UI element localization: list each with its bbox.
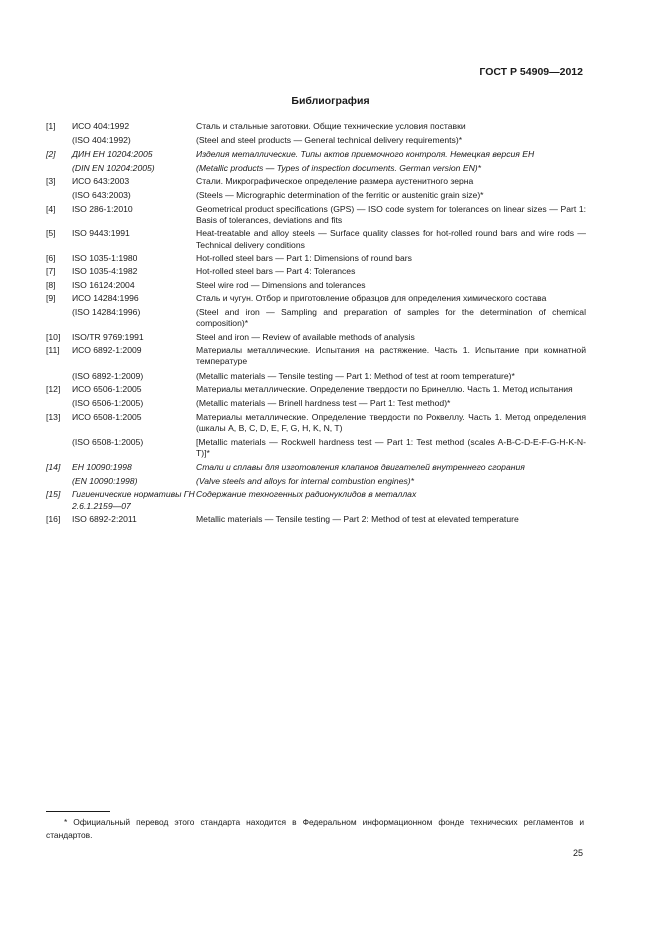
bibliography-line <box>46 121 586 132</box>
bibliography-list <box>46 121 586 527</box>
bibliography-entry <box>46 176 586 202</box>
bibliography-line <box>46 228 586 251</box>
bibliography-line <box>46 135 586 146</box>
bibliography-line <box>46 190 586 201</box>
entry-number <box>46 476 72 487</box>
standard-title: Hot-rolled steel bars — Part 1: Dimensions of round bars <box>196 252 412 263</box>
bibliography-entry <box>46 412 586 460</box>
standard-code: (ISO 14284:1996) <box>72 307 141 318</box>
standard-code: (ISO 404:1992) <box>72 135 131 146</box>
entry-number: [8] <box>46 279 56 290</box>
entry-number: [2] <box>46 148 56 159</box>
bibliography-line <box>46 412 586 435</box>
bibliography-entry <box>46 149 586 175</box>
entry-number <box>46 190 72 201</box>
entry-number: [6] <box>46 252 56 263</box>
standard-title: (Metallic materials — Brinell hardness test — Part 1: Test method)* <box>196 398 451 409</box>
standard-title: Steel wire rod — Dimensions and tolerances <box>196 279 366 290</box>
standard-code: (ISO 6508-1:2005) <box>72 437 144 448</box>
standard-code: (ISO 6892-1:2009) <box>72 370 144 381</box>
entry-number <box>46 398 72 409</box>
standard-code: ISO 6892-2:2011 <box>72 513 137 524</box>
standard-title: Материалы металлические. Определение твердости по Роквеллу. Часть 1. Метод определения (шкалы A, B, C, D, E, F, G, H, K, N, T) <box>196 411 586 433</box>
standard-code: ISO 1035-4:1982 <box>72 266 138 277</box>
standard-title: Материалы металлические. Определение твердости по Бринеллю. Часть 1. Метод испытания <box>196 383 573 394</box>
standard-title: Стали. Микрографическое определение размера аустенитного зерна <box>196 176 474 187</box>
standard-code: ИСО 6506-1:2005 <box>72 383 142 394</box>
standard-code: ИСО 14284:1996 <box>72 292 139 303</box>
bibliography-line <box>46 462 586 473</box>
bibliography-line <box>46 266 586 277</box>
standard-code: ИСО 404:1992 <box>72 121 130 131</box>
standard-title: Metallic materials — Tensile testing — Part 2: Method of test at elevated temperature <box>196 513 519 524</box>
standard-code: ИСО 6508-1:2005 <box>72 411 142 422</box>
standard-code: (DIN EN 10204:2005) <box>72 162 155 173</box>
entry-number: [16] <box>46 513 61 524</box>
bibliography-line <box>46 384 586 395</box>
bibliography-line <box>46 489 586 512</box>
standard-title: (Valve steels and alloys for internal combustion engines)* <box>196 476 414 487</box>
bibliography-entry <box>46 228 586 251</box>
bibliography-line <box>46 149 586 160</box>
standard-code: ISO 9443:1991 <box>72 228 130 239</box>
entry-number: [11] <box>46 345 60 356</box>
bibliography-entry <box>46 462 586 488</box>
entry-number: [10] <box>46 331 61 342</box>
bibliography-entry <box>46 253 586 264</box>
entry-number <box>46 437 72 460</box>
standard-code: ИСО 6892-1:2009 <box>72 345 142 356</box>
standard-code: ISO/TR 9769:1991 <box>72 331 144 342</box>
bibliography-line <box>46 437 586 460</box>
page-title: Библиография <box>291 95 370 107</box>
bibliography-entry <box>46 293 586 330</box>
bibliography-line <box>46 476 586 487</box>
entry-number <box>46 163 72 174</box>
bibliography-line <box>46 253 586 264</box>
standard-title: Steel and iron — Review of available methods of analysis <box>196 331 415 342</box>
standard-title: Изделия металлические. Типы актов приемочного контроля. Немецкая версия ЕН <box>196 148 535 159</box>
entry-number <box>46 307 72 330</box>
standard-code: ISO 286-1:2010 <box>72 203 133 214</box>
standard-code: ISO 16124:2004 <box>72 279 135 290</box>
document-id: ГОСТ Р 54909—2012 <box>479 66 583 78</box>
entry-number <box>46 371 72 382</box>
standard-code: (ISO 643:2003) <box>72 190 131 201</box>
bibliography-line <box>46 345 586 368</box>
entry-number: [12] <box>46 383 61 394</box>
standard-title: (Steels — Micrographic determination of the ferritic or austenitic grain size)* <box>196 190 484 201</box>
bibliography-line <box>46 163 586 174</box>
standard-title: (Metallic products — Types of inspection documents. German version EN)* <box>196 162 481 173</box>
bibliography-entry <box>46 266 586 277</box>
standard-code: ИСО 643:2003 <box>72 176 130 187</box>
standard-code: ISO 1035-1:1980 <box>72 252 138 263</box>
bibliography-line <box>46 293 586 304</box>
entry-number: [13] <box>46 411 61 422</box>
footnote: * Официальный перевод этого стандарта находится в Федеральном информационном фонде технических регламентов и стандартов. <box>46 817 584 840</box>
standard-code: (EN 10090:1998) <box>72 476 138 487</box>
bibliography-entry <box>46 121 586 147</box>
bibliography-line <box>46 204 586 227</box>
bibliography-entry <box>46 204 586 227</box>
entry-number: [15] <box>46 489 61 500</box>
entry-number: [3] <box>46 176 56 187</box>
footnote-separator <box>46 811 110 812</box>
standard-code: Гигиенические нормативы ГН 2.6.1.2159—07 <box>72 489 195 511</box>
bibliography-entry <box>46 514 586 525</box>
standard-title: (Steel and iron — Sampling and preparation of samples for the determination of chemical composition)* <box>196 307 586 329</box>
bibliography-line <box>46 307 586 330</box>
bibliography-line <box>46 280 586 291</box>
standard-title: (Metallic materials — Tensile testing — Part 1: Method of test at room temperature)* <box>196 370 515 381</box>
standard-code: ЕН 10090:1998 <box>72 461 132 472</box>
bibliography-entry <box>46 280 586 291</box>
bibliography-entry <box>46 489 586 512</box>
entry-number <box>46 135 72 146</box>
standard-title: Heat-treatable and alloy steels — Surface quality classes for hot-rolled round bars and wire rods — Technical delivery conditions <box>196 228 586 250</box>
standard-code: ДИН ЕН 10204:2005 <box>72 148 153 159</box>
bibliography-line <box>46 332 586 343</box>
entry-number: [1] <box>46 121 56 131</box>
standard-title: Hot-rolled steel bars — Part 4: Tolerances <box>196 266 356 277</box>
standard-title: Сталь и чугун. Отбор и приготовление образцов для определения химического состава <box>196 292 547 303</box>
entry-number: [9] <box>46 292 56 303</box>
standard-title: Сталь и стальные заготовки. Общие технические условия поставки <box>196 121 466 131</box>
bibliography-entry <box>46 384 586 410</box>
bibliography-entry <box>46 345 586 382</box>
bibliography-line <box>46 514 586 525</box>
standard-title: (Steel and steel products — General technical delivery requirements)* <box>196 135 463 146</box>
standard-title: Стали и сплавы для изготовления клапанов двигателей внутреннего сгорания <box>196 461 525 472</box>
bibliography-line <box>46 371 586 382</box>
standard-title: Содержание техногенных радионуклидов в металлах <box>196 489 417 500</box>
entry-number: [4] <box>46 203 56 214</box>
standard-code: (ISO 6506-1:2005) <box>72 398 144 409</box>
entry-number: [5] <box>46 228 56 239</box>
entry-number: [14] <box>46 461 61 472</box>
standard-title: [Metallic materials — Rockwell hardness test — Part 1: Test method (scales A-B-C-D-E-F-G-H-K-N-T)]* <box>196 437 586 459</box>
bibliography-line <box>46 398 586 409</box>
page-number: 25 <box>572 848 583 858</box>
entry-number: [7] <box>46 266 56 277</box>
bibliography-line <box>46 176 586 187</box>
bibliography-entry <box>46 332 586 343</box>
standard-title: Материалы металлические. Испытания на растяжение. Часть 1. Испытание при комнатной температуре <box>196 345 586 367</box>
standard-title: Geometrical product specifications (GPS) — ISO code system for tolerances on linear sizes — Part 1: Basis of tolerances, deviations and fits <box>196 203 586 226</box>
